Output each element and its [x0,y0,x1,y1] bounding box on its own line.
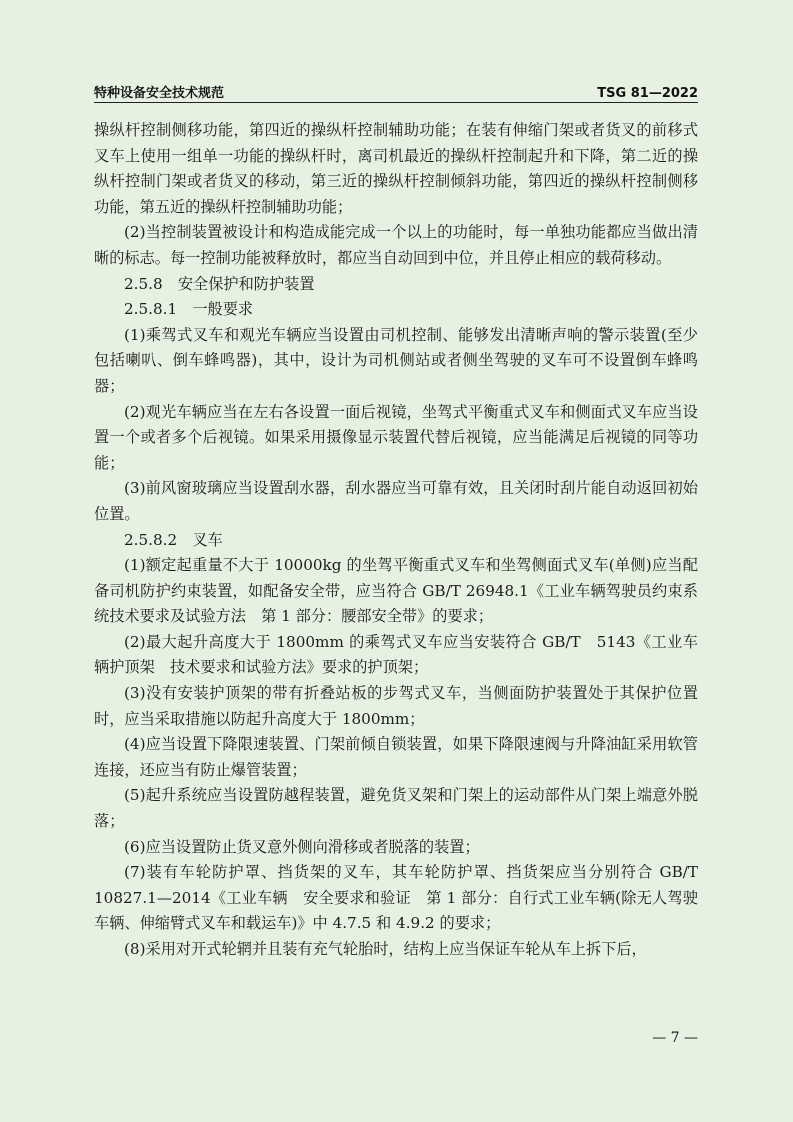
paragraph: (1)额定起重量不大于 10000kg 的坐驾平衡重式叉车和坐驾侧面式叉车(单侧)应当配备司机防护约束装置，如配备安全带，应当符合 GB/T 26948.1《工业车辆驾驶员约束系统技术要求及试验方法 第 1 部分：腰部安全带》的要求； [94,556,698,626]
section-heading: 2.5.8.1 一般要求 [124,300,254,319]
page-header [94,82,698,101]
paragraph: (3)前风窗玻璃应当设置刮水器，刮水器应当可靠有效，且关闭时刮片能自动返回初始位置。 [94,479,698,523]
document-body [94,118,698,963]
header-code: TSG 81—2022 [597,86,698,101]
paragraph: (1)乘驾式叉车和观光车辆应当设置由司机控制、能够发出清晰声响的警示装置(至少包括喇叭、倒车蜂鸣器)，其中，设计为司机侧站或者侧坐驾驶的叉车可不设置倒车蜂鸣器； [94,325,698,395]
header-divider [94,102,698,103]
paragraph: (2)最大起升高度大于 1800mm 的乘驾式叉车应当安装符合 GB/T 5143《工业车辆护顶架 技术要求和试验方法》要求的护顶架； [94,632,698,677]
paragraph: (4)应当设置下降限速装置、门架前倾自锁装置，如果下降限速阀与升降油缸采用软管连接，还应当有防止爆管装置； [94,735,698,779]
section-heading: 2.5.8 安全保护和防护装置 [124,274,315,293]
paragraph: 操纵杆控制侧移功能，第四近的操纵杆控制辅助功能；在装有伸缩门架或者货叉的前移式叉车上使用一组单一功能的操纵杆时，离司机最近的操纵杆控制起升和下降，第二近的操纵杆控制门架或者货叉的移动，第三近的操纵杆控制倾斜功能，第四近的操纵杆控制侧移功能，第五近的操纵杆控制辅助功能； [94,121,698,216]
paragraph: (7)装有车轮防护罩、挡货架的叉车，其车轮防护罩、挡货架应当分别符合 GB/T 10827.1—2014《工业车辆 安全要求和验证 第 1 部分：自行式工业车辆(除无人驾驶车辆、伸缩臂式叉车和载运车)》中 4.7.5 和 4.9.2 的要求； [94,863,698,933]
paragraph: (2)观光车辆应当在左右各设置一面后视镜，坐驾式平衡重式叉车和侧面式叉车应当设置一个或者多个后视镜。如果采用摄像显示装置代替后视镜，应当能满足后视镜的同等功能； [94,402,698,472]
paragraph: (2)当控制装置被设计和构造成能完成一个以上的功能时，每一单独功能都应当做出清晰的标志。每一控制功能被释放时，都应当自动回到中位，并且停止相应的载荷移动。 [94,223,698,267]
page-number: — 7 — [652,1030,698,1046]
paragraph: (8)采用对开式轮辋并且装有充气轮胎时，结构上应当保证车轮从车上拆下后， [124,940,647,958]
paragraph: (5)起升系统应当设置防越程装置，避免货叉架和门架上的运动部件从门架上端意外脱落； [94,786,698,831]
paragraph: (3)没有安装护顶架的带有折叠站板的步驾式叉车，当侧面防护装置处于其保护位置时，应当采取措施以防起升高度大于 1800mm； [94,684,698,728]
section-heading: 2.5.8.2 叉车 [124,530,223,549]
header-title: 特种设备安全技术规范 [94,86,225,101]
paragraph: (6)应当设置防止货叉意外侧向滑移或者脱落的装置； [124,837,480,856]
